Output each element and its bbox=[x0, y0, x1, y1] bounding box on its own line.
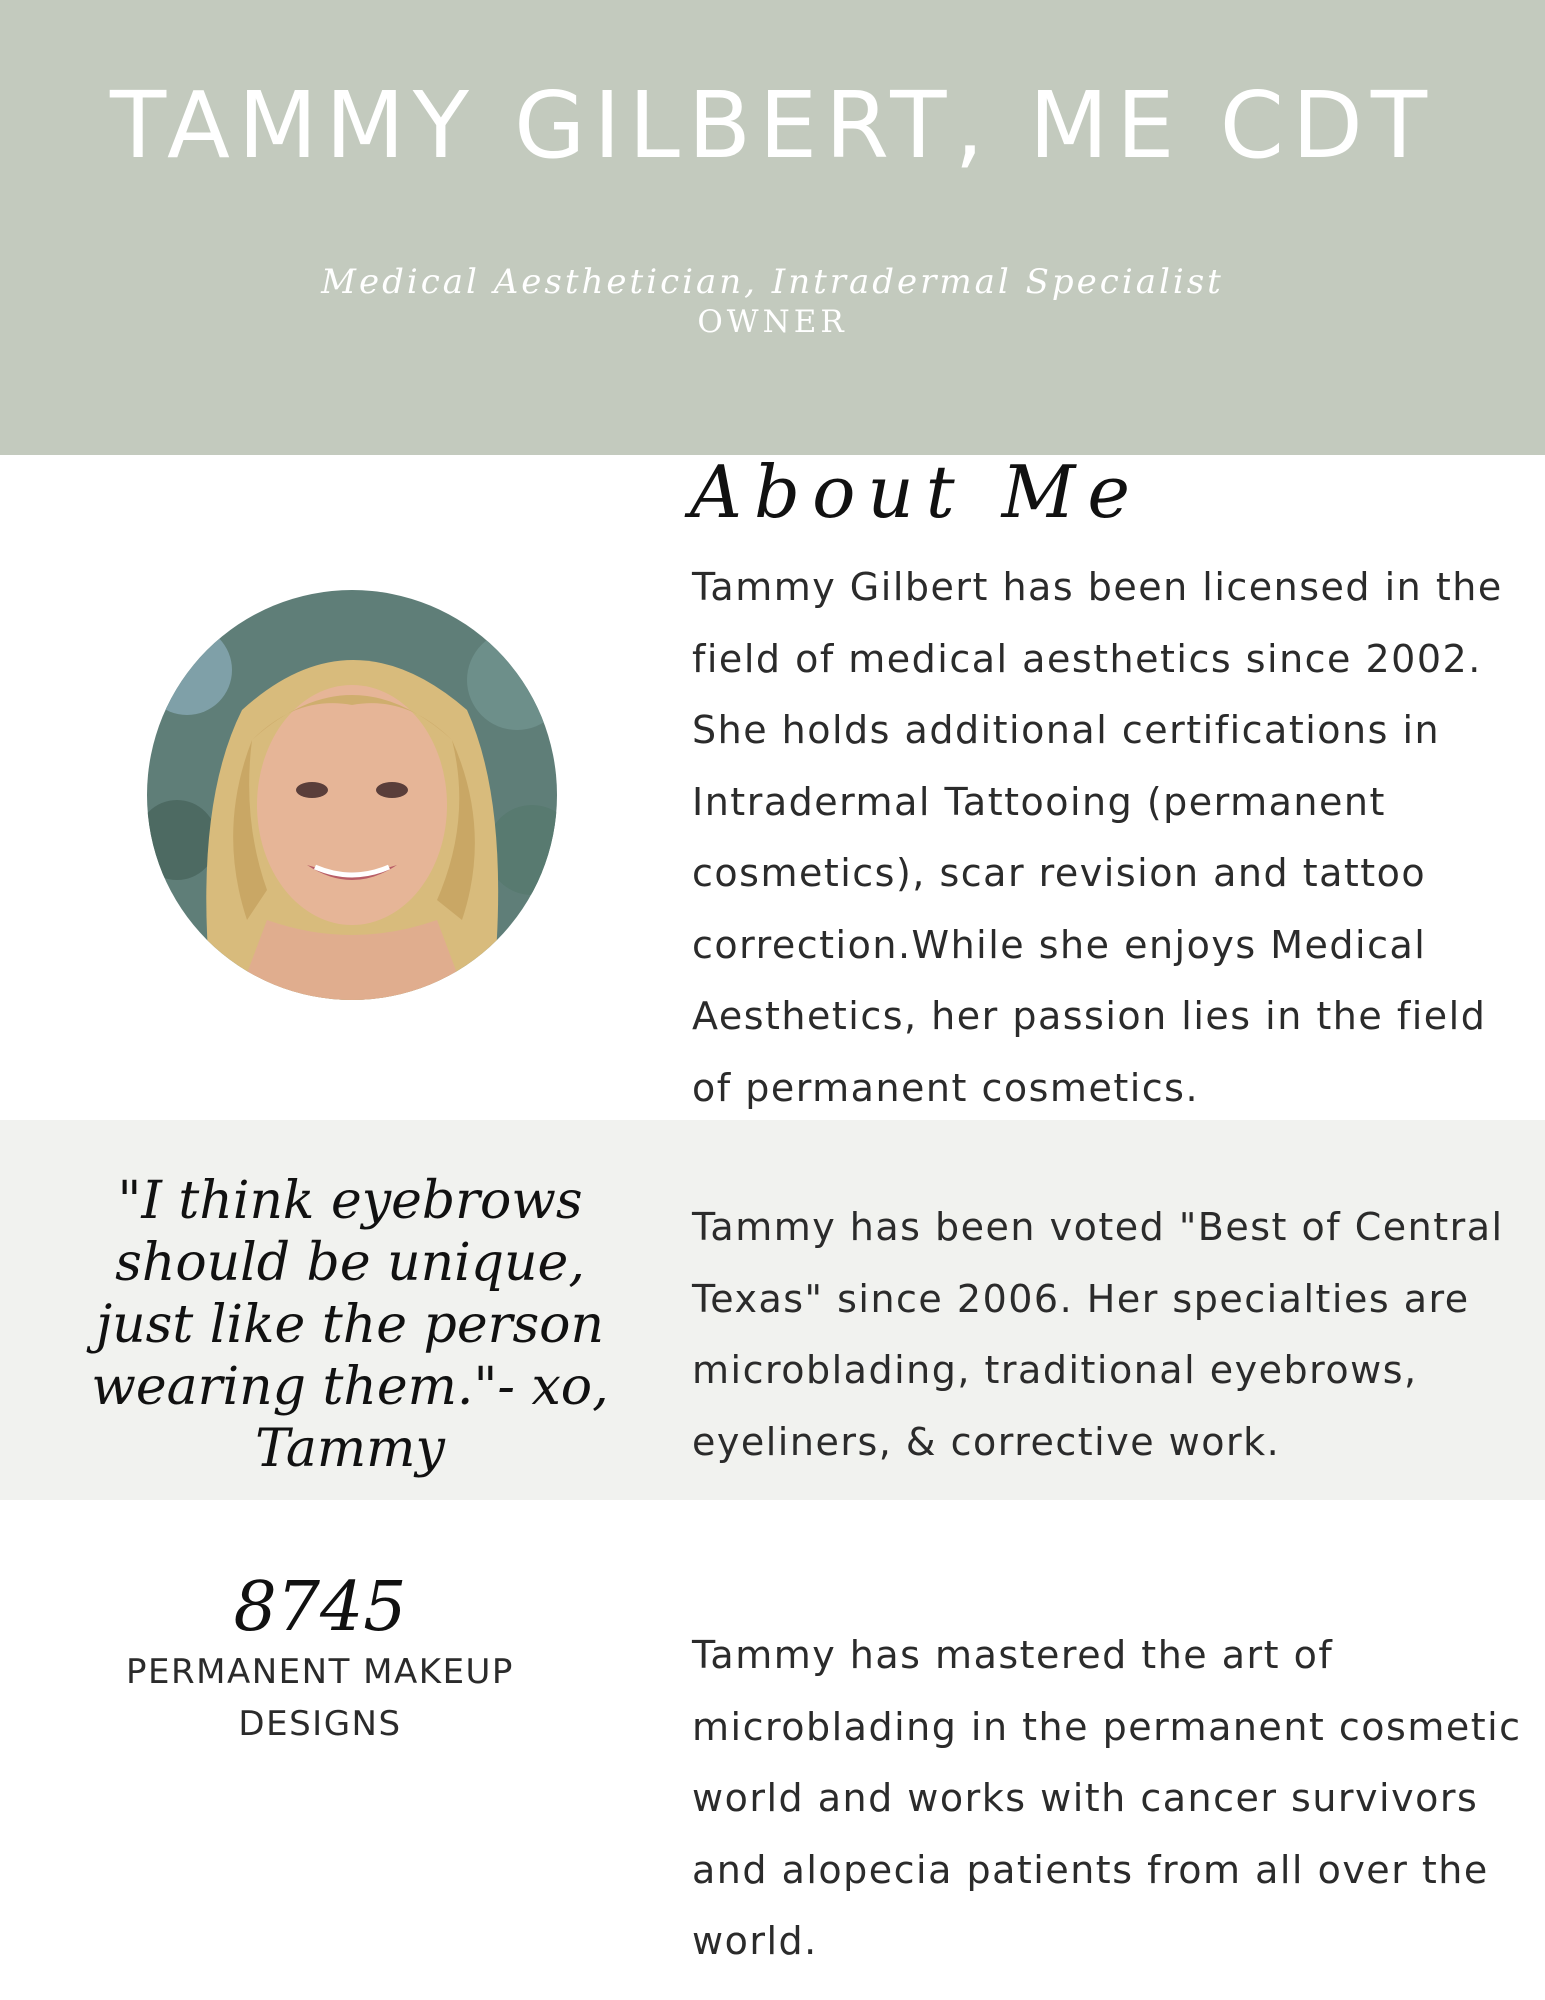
about-paragraph-2: Tammy has been voted "Best of Central Texas" since 2006. Her specialties are microblading, traditional eyebrows, eyeliners, & corrective work. bbox=[692, 1205, 1504, 1464]
about-paragraph-3: Tammy has mastered the art of microblading in the permanent cosmetic world and works with cancer survivors and alopecia patients from all over the world. bbox=[692, 1633, 1522, 1963]
signature-quote: "I think eyebrows should be unique, just like the person wearing them."- xo, Tammy bbox=[91, 1171, 609, 1479]
about-paragraph-1: Tammy Gilbert has been licensed in the field of medical aesthetics since 2002. She holds additional certifications in Intradermal Tattooing (permanent cosmetics), scar revision and tattoo correction.While she enjoys Medical Aesthetics, her passion lies in the field of permanent cosmetics. bbox=[692, 565, 1503, 1110]
role-label: OWNER bbox=[697, 304, 848, 340]
stat-label: PERMANENT MAKEUP DESIGNS bbox=[126, 1652, 514, 1744]
profile-photo bbox=[147, 590, 557, 1000]
header-banner bbox=[0, 0, 1545, 455]
page-title: TAMMY GILBERT, ME CDT bbox=[109, 72, 1436, 179]
stat-number: 8745 bbox=[233, 1568, 407, 1647]
about-heading: About Me bbox=[690, 450, 1142, 534]
job-title: Medical Aesthetician, Intradermal Specialist bbox=[321, 262, 1224, 302]
